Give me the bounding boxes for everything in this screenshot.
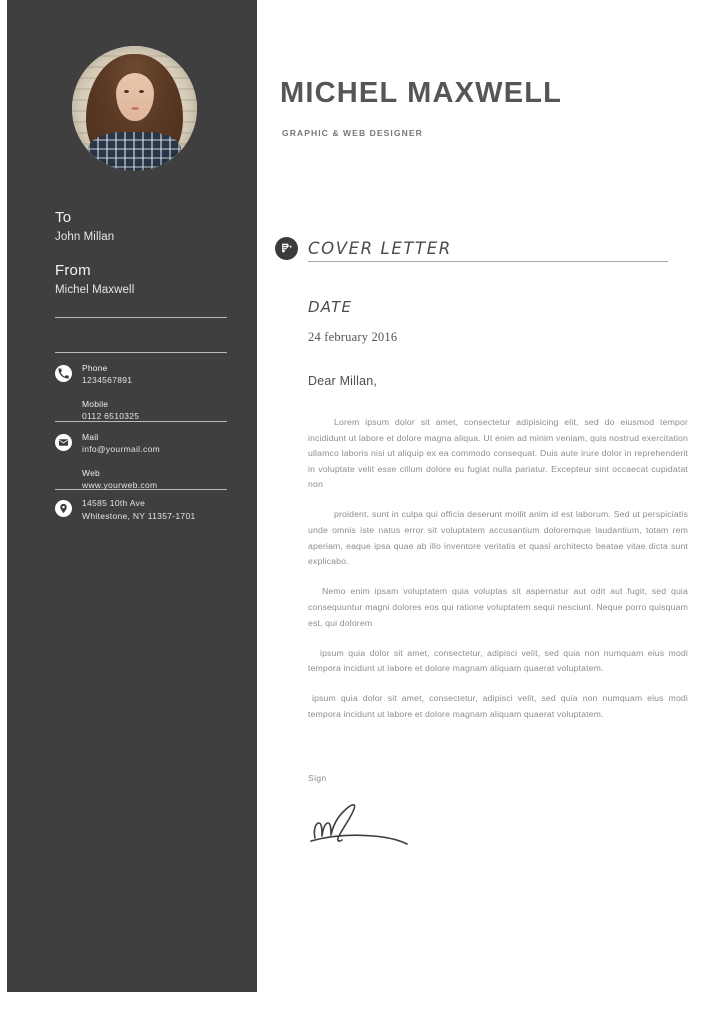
to-value: John Millan — [55, 231, 115, 243]
paragraph: Lorem ipsum dolor sit amet, consectetur adipisicing elit, sed do eiusmod tempor incididunt ut labore et dolore magna aliqua. Ut enim ad minim veniam, quis nostrud exercitation ullamco laboris nisi ut aliquip ex ea commodo consequat. Duis aute irure dolor in reprehenderit in voluptate velit esse cillum dolore eu fugiat nulla pariatur. Excepteur sint occaecat cupidatat non — [308, 417, 688, 490]
mobile-label: Mobile — [82, 399, 109, 409]
recipient-sender-block — [55, 208, 227, 299]
phone-icon — [55, 365, 72, 382]
document-edit-icon — [275, 237, 298, 260]
date-label: DATE — [308, 298, 353, 316]
date-value: 24 february 2016 — [308, 330, 398, 344]
salutation: Dear Millan, — [308, 374, 378, 388]
phone-label: Phone — [82, 363, 108, 373]
web-label: Web — [82, 468, 100, 478]
cover-letter-rule — [308, 261, 668, 262]
mobile-value: 0112 6510325 — [82, 411, 140, 421]
mail-value: info@yourmail.com — [82, 444, 160, 454]
divider-top — [55, 317, 227, 318]
cover-letter-title: COVER LETTER — [308, 239, 452, 258]
web-value: www.yourweb.com — [82, 480, 158, 490]
paragraph: Nemo enim ipsam voluptatem quia voluptas sit aspernatur aut odit aut fugit, sed quia consequuntur magni dolores eos qui ratione voluptatem sequi nesciunt. Neque porro quisquam est, qui dolorem — [308, 586, 688, 628]
paragraph: ipsum quia dolor sit amet, consectetur, adipisci velit, sed quia non numquam eius modi tempora incidunt ut labore et dolore magnam aliquam quaerat voluptatem. — [308, 647, 688, 674]
contact-group-address — [55, 497, 235, 523]
page-title: MICHEL MAXWELL — [280, 77, 563, 109]
from-value: Michel Maxwell — [55, 284, 135, 296]
phone-value: 1234567891 — [82, 375, 133, 385]
mail-icon — [55, 434, 72, 451]
address-line-2: Whitestone, NY 11357-1701 — [82, 511, 196, 521]
contact-group-mail — [55, 431, 235, 492]
divider-phone — [55, 352, 227, 353]
contact-mobile — [82, 398, 235, 423]
handwritten-signature — [307, 798, 437, 853]
address-line-1: 14585 10th Ave — [82, 498, 146, 508]
cover-letter-heading — [275, 237, 668, 260]
sign-label: Sign — [308, 773, 327, 783]
paragraph: proident, sunt in culpa qui officia deserunt mollit anim id est laborum. Sed ut perspiciatis unde omnis iste natus error sit voluptatem accusantium doloremque laudantium, totam rem aperiam, eaque ipsa quae ab illo inventore veritatis et quasi architecto beatae vitae dicta sunt explicabo. — [308, 509, 688, 567]
sidebar — [7, 0, 257, 992]
location-pin-icon — [55, 500, 72, 517]
job-title: GRAPHIC & WEB DESIGNER — [282, 128, 423, 138]
to-label: To — [55, 209, 72, 226]
mail-label: Mail — [82, 432, 99, 442]
from-label: From — [55, 262, 91, 279]
letter-paragraphs — [308, 415, 688, 737]
contact-web — [82, 467, 235, 492]
avatar — [72, 46, 197, 171]
avatar-vignette — [72, 46, 197, 171]
paragraph: ipsum quia dolor sit amet, consectetur, adipisci velit, sed quia non numquam eius modi tempora incidunt ut labore et dolore magnam aliquam quaerat voluptatem. — [308, 693, 688, 719]
contact-group-phone — [55, 362, 235, 423]
